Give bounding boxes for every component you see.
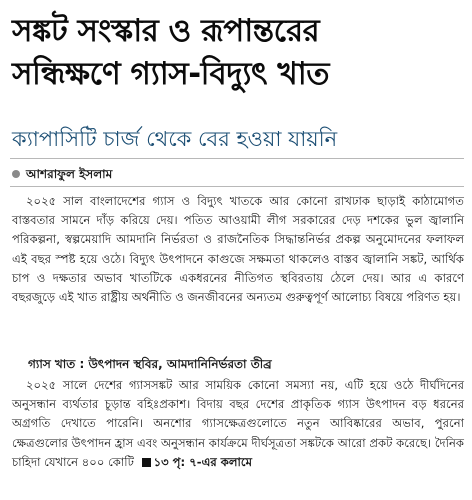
divider	[10, 158, 464, 159]
headline	[12, 10, 464, 96]
article-paragraph-2	[12, 376, 464, 472]
section-heading: গ্যাস খাত : উৎপাদন স্থবির, আমদানিনির্ভরতা তীব্র	[28, 357, 272, 371]
divider	[10, 186, 464, 187]
square-icon	[142, 458, 151, 467]
bullet-icon	[12, 170, 20, 178]
continued-marker	[138, 455, 252, 469]
continued-label: ১৩ পৃ: ৭-এর কলামে	[153, 454, 253, 469]
author-name: আশরাফুল ইসলাম	[26, 167, 113, 181]
paragraph-text: ২০২৫ সালে দেশের গ্যাসসঙ্কট আর সাময়িক কোনো সমস্যা নয়, এটি হয়ে ওঠে দীর্ঘদিনের অনুসন্ধান ব্যর্থতার চূড়ান্ত বহিঃপ্রকাশ। বিদায় বছর দেশের প্রাকৃতিক গ্যাস উৎপাদন বড় ধরনের অগ্রগতি দেখাতে পারেনি। অনশোর গ্যাসক্ষেত্রগুলোতে নতুন আবিষ্কারের অভাব, পুরনো ক্ষেত্রগুলোর উৎপাদন হ্রাস এবং অনুসন্ধান কার্যক্রমে দীর্ঘসূত্রতা সঙ্কটকে আরো প্রকট করেছে। দৈনিক চাহিদা যেখানে ৪০০ কোটি	[12, 378, 464, 469]
article-paragraph: ২০২৫ সাল বাংলাদেশের গ্যাস ও বিদ্যুৎ খাতকে আর কোনো রাখঢাক ছাড়াই কাঠামোগত বাস্তবতার সামনে দাঁড় করিয়ে দেয়। পতিত আওয়ামী লীগ সরকারের দেড় দশকের ভুল জ্বালানি পরিকল্পনা, স্বল্পমেয়াদি আমদানি নির্ভরতা ও রাজনৈতিক সিদ্ধান্তনির্ভর প্রকল্প অনুমোদনের ফলাফল এই বছর স্পষ্ট হয়ে ওঠে। বিদ্যুৎ উৎপাদনে কাগুজে সক্ষমতা থাকলেও বাস্তব জ্বালানি সঙ্কট, আর্থিক চাপ ও দক্ষতার অভাব খাতটিকে একধরনের নীতিগত স্থবিরতায় ঠেলে দেয়। আর এ কারণে বছরজুড়ে এই খাত রাষ্ট্রীয় অর্থনীতি ও জনজীবনের অন্যতম গুরুত্বপূর্ণ আলোচ্য বিষয়ে পরিণত হয়।	[12, 194, 464, 305]
headline-line-2: সন্ধিক্ষণে গ্যাস-বিদ্যুৎ খাত	[12, 56, 330, 92]
byline	[12, 166, 112, 182]
subheadline: ক্যাপাসিটি চার্জ থেকে বের হওয়া যায়নি	[12, 127, 338, 151]
headline-line-1: সঙ্কট সংস্কার ও রূপান্তরের	[12, 13, 320, 49]
